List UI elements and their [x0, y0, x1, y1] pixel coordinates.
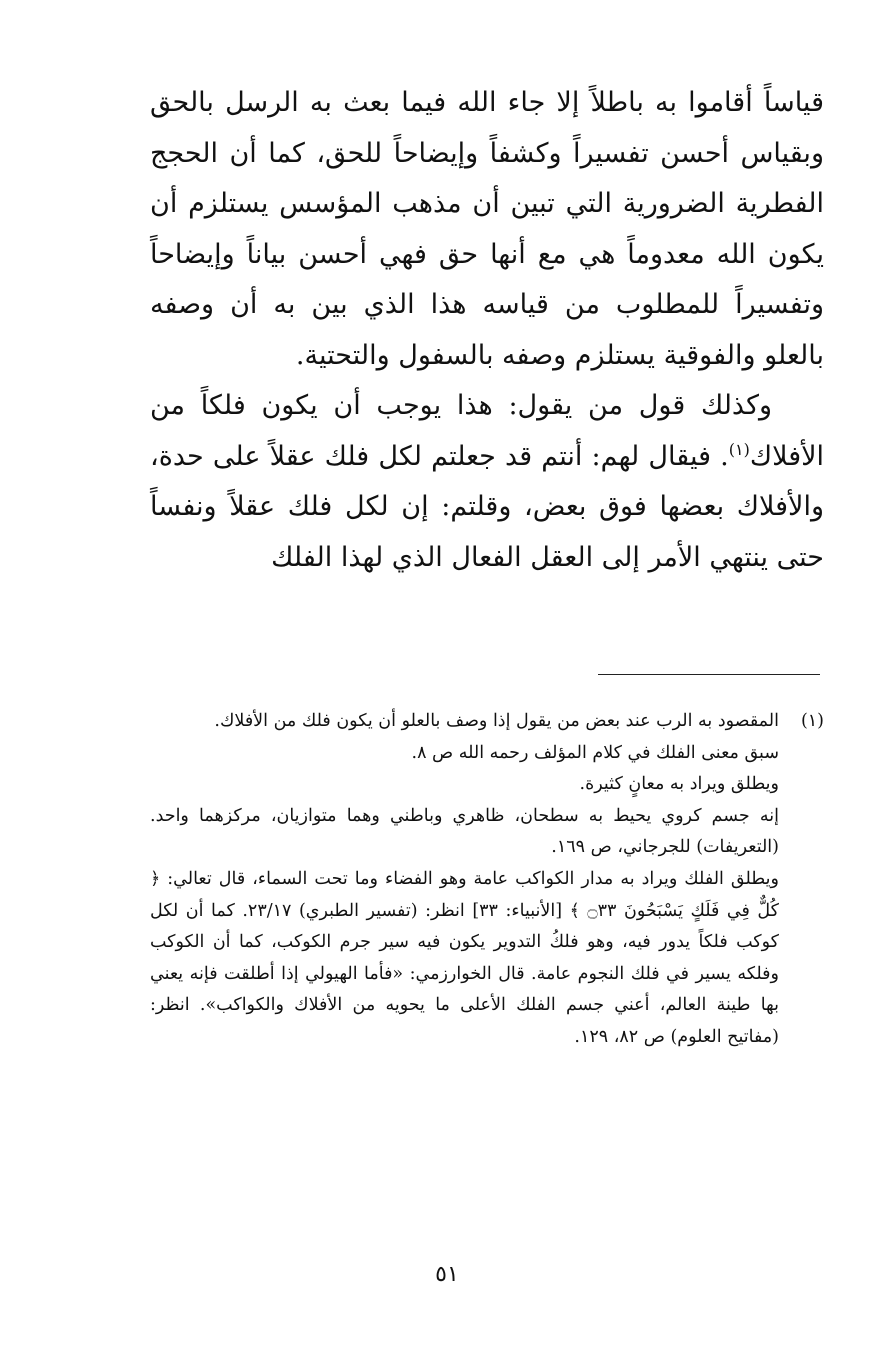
- main-text: [150, 78, 824, 583]
- paragraph-text: قياساً أقاموا به باطلاً إلا جاء الله فيما بعث به الرسل بالحق وبقياس أحسن تفسيراً وكشفاً وإيضاحاً للحق، كما أن الحجج الفطرية الضرورية التي تبين أن مذهب المؤسس يستلزم أن يكون الله معدوماً هي مع أنها حق فهي أحسن بياناً وإيضاحاً وتفسيراً للمطلوب من قياسه هذا الذي بين به أن وصفه بالعلو والفوقية يستلزم وصفه بالسفول والتحتية.: [150, 87, 824, 371]
- footnote-number: (١): [800, 711, 824, 731]
- page-number: ٥١: [435, 1262, 459, 1287]
- footnote-separator: [598, 674, 820, 675]
- footnote: [150, 706, 824, 1054]
- paragraph-text: وكذلك قول من يقول: هذا يوجب أن يكون فلكاً من الأفلاك: [150, 390, 824, 472]
- footnote-paragraph: ويطلق ويراد به معانٍ كثيرة.: [579, 774, 779, 795]
- footnote-paragraph: المقصود به الرب عند بعض من يقول إذا وصف بالعلو أن يكون فلك من الأفلاك.: [214, 711, 779, 731]
- paragraph-text: . فيقال لهم: أنتم قد جعلتم لكل فلك عقلاً على حدة، والأفلاك بعضها فوق بعض، وقلتم: إن لكل فلك عقلاً ونفساً حتى ينتهي الأمر إلى العقل الفعال الذي لهذا الفلك: [150, 440, 824, 573]
- footnote-paragraph: ويطلق الفلك ويراد به مدار الكواكب عامة وهو الفضاء وما تحت السماء، قال تعالي: ﴿ كُلٌّ فِي فَلَكٍ يَسْبَحُونَ ۝٣٣ ﴾ [الأنبياء: ٣٣] انظر: (تفسير الطبري) ٢٣/١٧. كما أن لكل كوكب فلكاً يدور فيه، وهو فلكُ التدوير يكون فيه سير جرم الكوكب، كما أن الكوكب وفلكه يسير في فلك النجوم عامة. قال الخوارزمي: «فأما الهيولي إذا أطلقت فإنه يعني بها طينة العالم، أعني جسم الفلك الأعلى ما يحويه من الأفلاك والكواكب». انظر: (مفاتيح العلوم) ص ٨٢، ١٢٩.: [150, 868, 779, 1047]
- footnote-reference[interactable]: (١): [728, 439, 750, 459]
- main-paragraph: [150, 381, 824, 583]
- footnote-paragraph: سبق معنى الفلك في كلام المؤلف رحمه الله ص ٨.: [411, 742, 779, 763]
- footnote-paragraph: إنه جسم كروي يحيط به سطحان، ظاهري وباطني وهما متوازيان، مركزهما واحد. (التعريفات) للجرجاني، ص ١٦٩.: [150, 805, 779, 858]
- footnotes: [150, 706, 824, 1054]
- main-paragraph: [150, 78, 824, 381]
- footnote-body: [150, 706, 779, 1054]
